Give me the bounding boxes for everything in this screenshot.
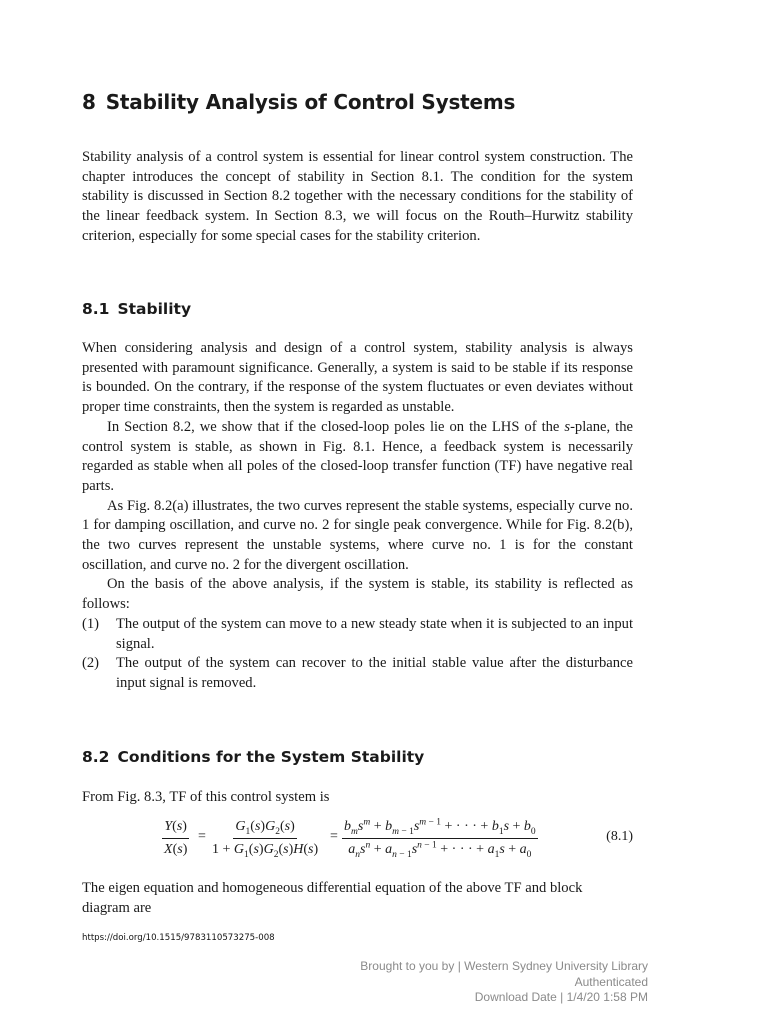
chapter-title-text: Stability Analysis of Control Systems [105, 90, 516, 114]
intro-paragraph: Stability analysis of a control system is essential for linear control system construction. The chapter introduces the concept of stability in Section 8.1. The condition for the system stability is discussed in Section 8.2 together with the necessary conditions for the stability of the linear feedback system. In Section 8.3, we will focus on the Routh–Hurwitz stability criterion, especially for some special cases for the stability criterion. [82, 149, 633, 244]
section-8-2-paragraph-2: The eigen equation and homogeneous differential equation of the above TF and block diagram are [82, 880, 583, 916]
stability-list [82, 615, 633, 694]
section-8-2-title: Conditions for the System Stability [117, 748, 425, 766]
fraction-y-over-x: $\frac{Y(s)}{X(s)}$ [164, 819, 188, 857]
section-8-1-heading [82, 300, 191, 318]
list-item-text: The output of the system can recover to the initial stable value after the disturbance input signal is removed. [116, 655, 633, 691]
list-item [82, 615, 633, 654]
section-8-2-heading [82, 748, 424, 766]
chapter-title [82, 90, 515, 114]
list-marker: (1) [82, 615, 100, 632]
doi-link[interactable]: https://doi.org/10.1515/9783110573275-008 [82, 933, 275, 943]
paragraph-2-part-b: -plane, the control system is stable, as shown in Fig. 8.1. Hence, a feedback system is necessarily regarded as stable when all poles of the closed-loop transfer function (TF) have negative real parts. [82, 418, 633, 494]
equation-number: (8.1) [606, 829, 633, 844]
equals-sign: = [198, 829, 206, 844]
section-8-1-body [82, 339, 633, 694]
list-marker: (2) [82, 655, 100, 672]
watermark-line: Download Date | 1/4/20 1:58 PM [474, 990, 648, 1004]
section-8-2-intro [82, 788, 633, 808]
section-8-1-paragraph-3: As Fig. 8.2(a) illustrates, the two curves represent the stable systems, especially curve no. 1 for damping oscillation, and curve no. 2 for single peak convergence. While for Fig. 8.2(b), the two curves represent the unstable systems, where curve no. 1 is for the constant oscillation, and curve no. 2 for the divergent oscillation. [82, 497, 633, 573]
equals-sign: = [330, 829, 338, 844]
equation-8-1 [82, 818, 633, 862]
section-8-2-number: 8.2 [82, 748, 110, 766]
section-8-1-paragraph-4: On the basis of the above analysis, if the system is stable, its stability is reflected as follows: [82, 576, 633, 613]
section-8-2-paragraph-1: From Fig. 8.3, TF of this control system is [82, 789, 330, 805]
list-item [82, 654, 633, 693]
chapter-intro [82, 148, 633, 247]
fraction-polynomial: $b_ms^m + b_{m - 1}s^{m - 1}$ + · · · + $b_1s + b_0$ $a_ns^n + a_{n - 1}s^{n - 1}$ + · · · + $a_1s + a_0$ [344, 817, 536, 860]
watermark-line: Brought to you by | Western Sydney University Library [360, 959, 648, 973]
s-plane-symbol: s [564, 418, 571, 435]
section-8-1-paragraph-2 [82, 418, 633, 497]
fraction-transfer-function: $\frac{G_1(s)G_2(s)}{1 + G_1(s)G_2(s)H(s)}$ [212, 819, 319, 860]
section-8-1-number: 8.1 [82, 300, 110, 318]
watermark-line: Authenticated [574, 974, 648, 989]
chapter-number: 8 [82, 90, 96, 114]
paragraph-2-part-a: In Section 8.2, we show that if the closed-loop poles lie on the LHS of the [107, 418, 565, 435]
list-item-text: The output of the system can move to a new steady state when it is subjected to an input signal. [116, 615, 633, 652]
section-8-1-title: Stability [117, 300, 192, 318]
section-8-2-continued [82, 879, 633, 918]
download-watermark [360, 959, 648, 1006]
section-8-1-paragraph-1: When considering analysis and design of a control system, stability analysis is always presented with paramount significance. Generally, a system is said to be stable if its response is bounded. On the contrary, if the response of the system fluctuates or even deviates without proper time constraints, then the system is regarded as unstable. [82, 340, 633, 416]
